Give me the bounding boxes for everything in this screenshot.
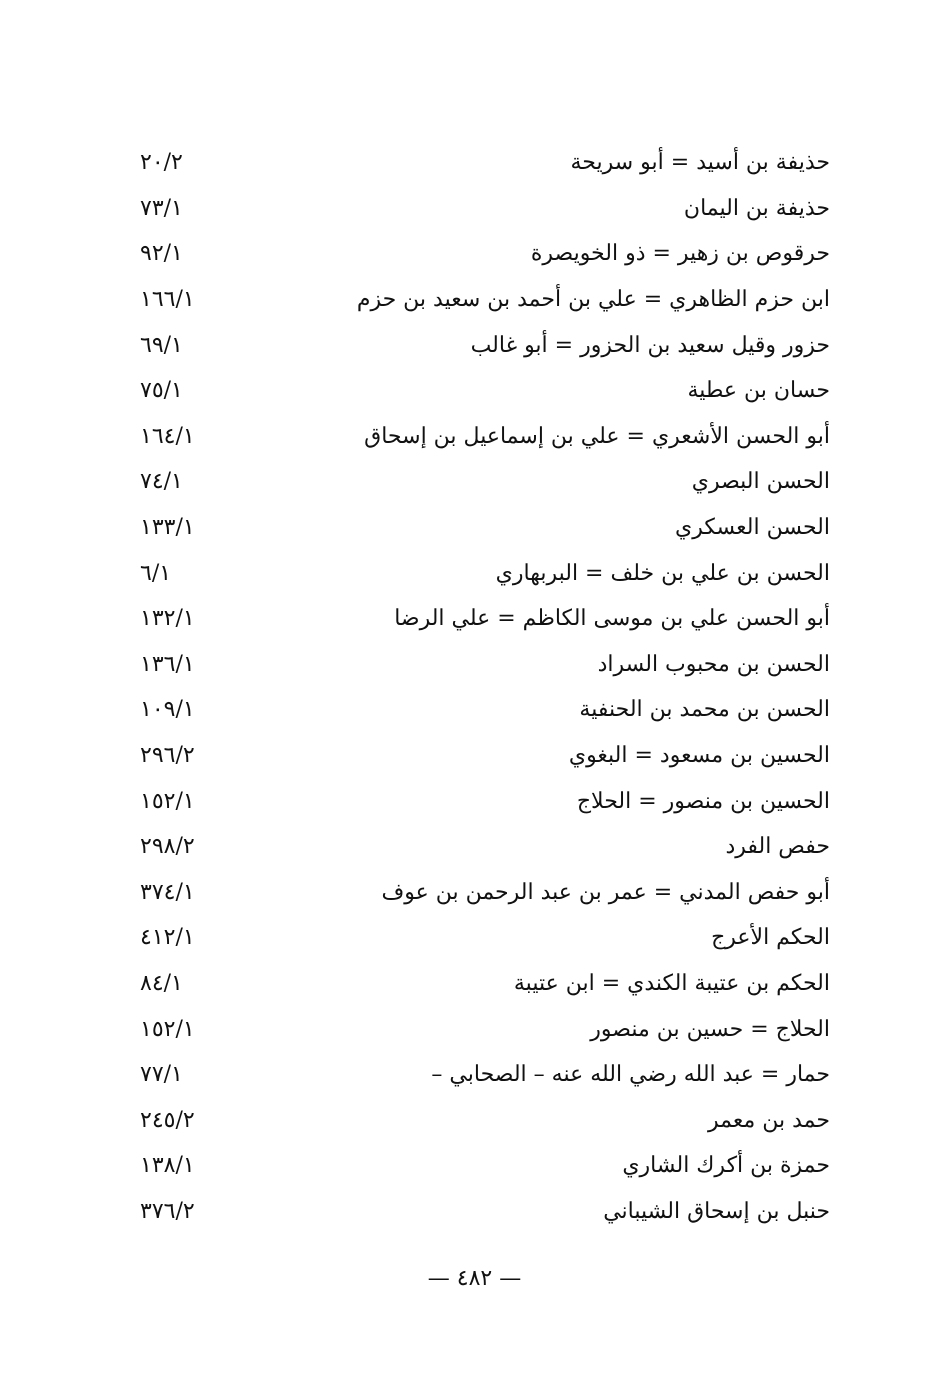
- entry-volume-page-ref: ٣٧٦/٢: [140, 1198, 195, 1224]
- index-entry: [120, 824, 830, 870]
- entry-name: أبو الحسن علي بن موسى الكاظم = علي الرضا: [394, 606, 830, 632]
- entry-volume-page-ref: ٧٧/١: [140, 1062, 183, 1088]
- index-entry: [120, 186, 830, 232]
- index-entry: [120, 642, 830, 688]
- index-entry: [120, 414, 830, 460]
- entry-name: الحسن بن محبوب السراد: [597, 651, 830, 677]
- entry-volume-page-ref: ١٠٩/١: [140, 697, 195, 723]
- entry-volume-page-ref: ٣٧٤/١: [140, 879, 195, 905]
- entry-name: حمار = عبد الله رضي الله عنه – الصحابي –: [431, 1062, 830, 1088]
- entry-name: حمزة بن أكرك الشاري: [622, 1153, 830, 1179]
- index-entry: [120, 778, 830, 824]
- entry-volume-page-ref: ٤١٢/١: [140, 925, 195, 951]
- index-entry: [120, 870, 830, 916]
- entry-volume-page-ref: ١٣٦/١: [140, 651, 195, 677]
- entry-name: أبو الحسن الأشعري = علي بن إسماعيل بن إسحاق: [364, 423, 830, 449]
- entry-volume-page-ref: ٢٠/٢: [140, 150, 183, 176]
- entry-volume-page-ref: ١٦٦/١: [140, 287, 195, 313]
- entry-name: حسان بن عطية: [687, 378, 830, 404]
- entry-name: الحسين بن منصور = الحلاج: [576, 788, 830, 814]
- entry-volume-page-ref: ١٥٢/١: [140, 788, 195, 814]
- index-entry: [120, 459, 830, 505]
- entry-volume-page-ref: ٢٩٨/٢: [140, 834, 195, 860]
- index-entry: [120, 687, 830, 733]
- index-entry: [120, 368, 830, 414]
- entry-name: الحسن البصري: [691, 469, 830, 495]
- entry-volume-page-ref: ٩٢/١: [140, 241, 183, 267]
- index-entry: [120, 1189, 830, 1235]
- index-entry: [120, 915, 830, 961]
- index-entry: [120, 322, 830, 368]
- index-entry: [120, 231, 830, 277]
- entry-volume-page-ref: ٧٥/١: [140, 378, 183, 404]
- index-entry: [120, 277, 830, 323]
- entry-volume-page-ref: ١٦٤/١: [140, 423, 195, 449]
- index-entry: [120, 733, 830, 779]
- entry-name: حذيفة بن أسيد = أبو سريحة: [570, 150, 830, 176]
- entry-name: الحكم بن عتيبة الكندي = ابن عتيبة: [513, 970, 830, 996]
- index-entry: [120, 961, 830, 1007]
- entry-volume-page-ref: ٦/١: [140, 560, 172, 586]
- entry-name: الحسين بن مسعود = البغوي: [568, 743, 830, 769]
- entry-name: الحسن العسكري: [675, 515, 830, 541]
- entry-name: الحسن بن محمد بن الحنفية: [579, 697, 830, 723]
- index-entry: [120, 1006, 830, 1052]
- name-index-list: [120, 140, 830, 1234]
- entry-name: الحلاج = حسين بن منصور: [590, 1016, 830, 1042]
- entry-name: حذيفة بن اليمان: [683, 195, 830, 221]
- entry-volume-page-ref: ٢٩٦/٢: [140, 743, 195, 769]
- entry-name: حفص الفرد: [725, 834, 830, 860]
- index-entry: [120, 1097, 830, 1143]
- index-entry: [120, 596, 830, 642]
- entry-name: أبو حفص المدني = عمر بن عبد الرحمن بن عوف: [381, 879, 830, 905]
- entry-name: حزور وقيل سعيد بن الحزور = أبو غالب: [470, 332, 830, 358]
- page-number: — ٤٨٢ —: [427, 1266, 522, 1291]
- entry-volume-page-ref: ٦٩/١: [140, 332, 183, 358]
- index-entry: [120, 1143, 830, 1189]
- entry-volume-page-ref: ١٣٨/١: [140, 1153, 195, 1179]
- entry-name: حمد بن معمر: [708, 1107, 830, 1133]
- entry-volume-page-ref: ١٥٢/١: [140, 1016, 195, 1042]
- entry-volume-page-ref: ١٣٣/١: [140, 515, 195, 541]
- entry-volume-page-ref: ٧٤/١: [140, 469, 183, 495]
- entry-name: الحكم الأعرج: [711, 925, 830, 951]
- index-entry: [120, 140, 830, 186]
- entry-volume-page-ref: ٨٤/١: [140, 970, 183, 996]
- entry-volume-page-ref: ١٣٢/١: [140, 606, 195, 632]
- entry-name: ابن حزم الظاهري = علي بن أحمد بن سعيد بن حزم: [356, 287, 830, 313]
- entry-name: حرقوص بن زهير = ذو الخويصرة: [530, 241, 830, 267]
- index-entry: [120, 505, 830, 551]
- index-entry: [120, 1052, 830, 1098]
- entry-volume-page-ref: ٢٤٥/٢: [140, 1107, 195, 1133]
- index-entry: [120, 550, 830, 596]
- entry-volume-page-ref: ٧٣/١: [140, 195, 183, 221]
- entry-name: الحسن بن علي بن خلف = البربهاري: [495, 560, 830, 586]
- entry-name: حنبل بن إسحاق الشيباني: [603, 1198, 830, 1224]
